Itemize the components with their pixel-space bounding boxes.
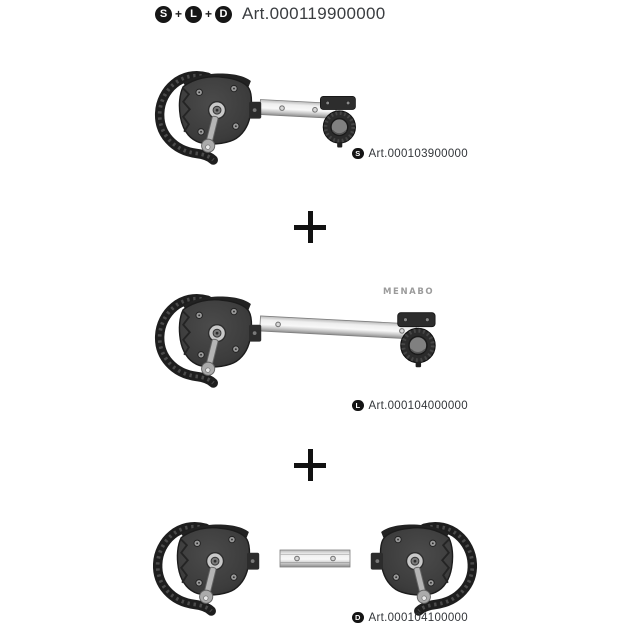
article-number-l: Art.000104000000 (368, 399, 468, 412)
clamp-head-with-key (160, 73, 262, 160)
clamp-head-with-key (160, 296, 262, 383)
product-illustration-short-arm (150, 66, 372, 164)
size-badge-d-small: D (352, 612, 364, 624)
size-badge-s: S (155, 6, 172, 23)
article-label-s (352, 147, 468, 160)
article-label-d (352, 611, 468, 624)
article-number-s: Art.000103900000 (368, 147, 468, 160)
article-label-l (352, 399, 468, 412)
size-badge-s-small: S (352, 148, 364, 160)
plus-separator: + (205, 7, 213, 21)
size-badge-l-small: L (352, 400, 364, 412)
aluminum-bar (260, 316, 417, 339)
article-number-d: Art.000104100000 (368, 611, 468, 624)
tube-clamp (320, 96, 355, 147)
clamp-head-with-key-right (371, 524, 473, 611)
plus-separator: + (175, 7, 183, 21)
tube-clamp (398, 313, 435, 368)
product-illustration-long-arm (150, 286, 450, 384)
kit-article-number: Art.000119900000 (242, 4, 386, 23)
plus-icon (294, 449, 326, 481)
clamp-head-with-key-left (158, 524, 260, 611)
size-badge-l: L (185, 6, 202, 23)
size-badge-d: D (215, 6, 232, 23)
plus-icon (294, 211, 326, 243)
header (155, 4, 385, 24)
menabo-logo: MENABO (383, 286, 435, 298)
aluminum-bar (280, 550, 350, 567)
product-illustration-double-head (150, 512, 480, 612)
